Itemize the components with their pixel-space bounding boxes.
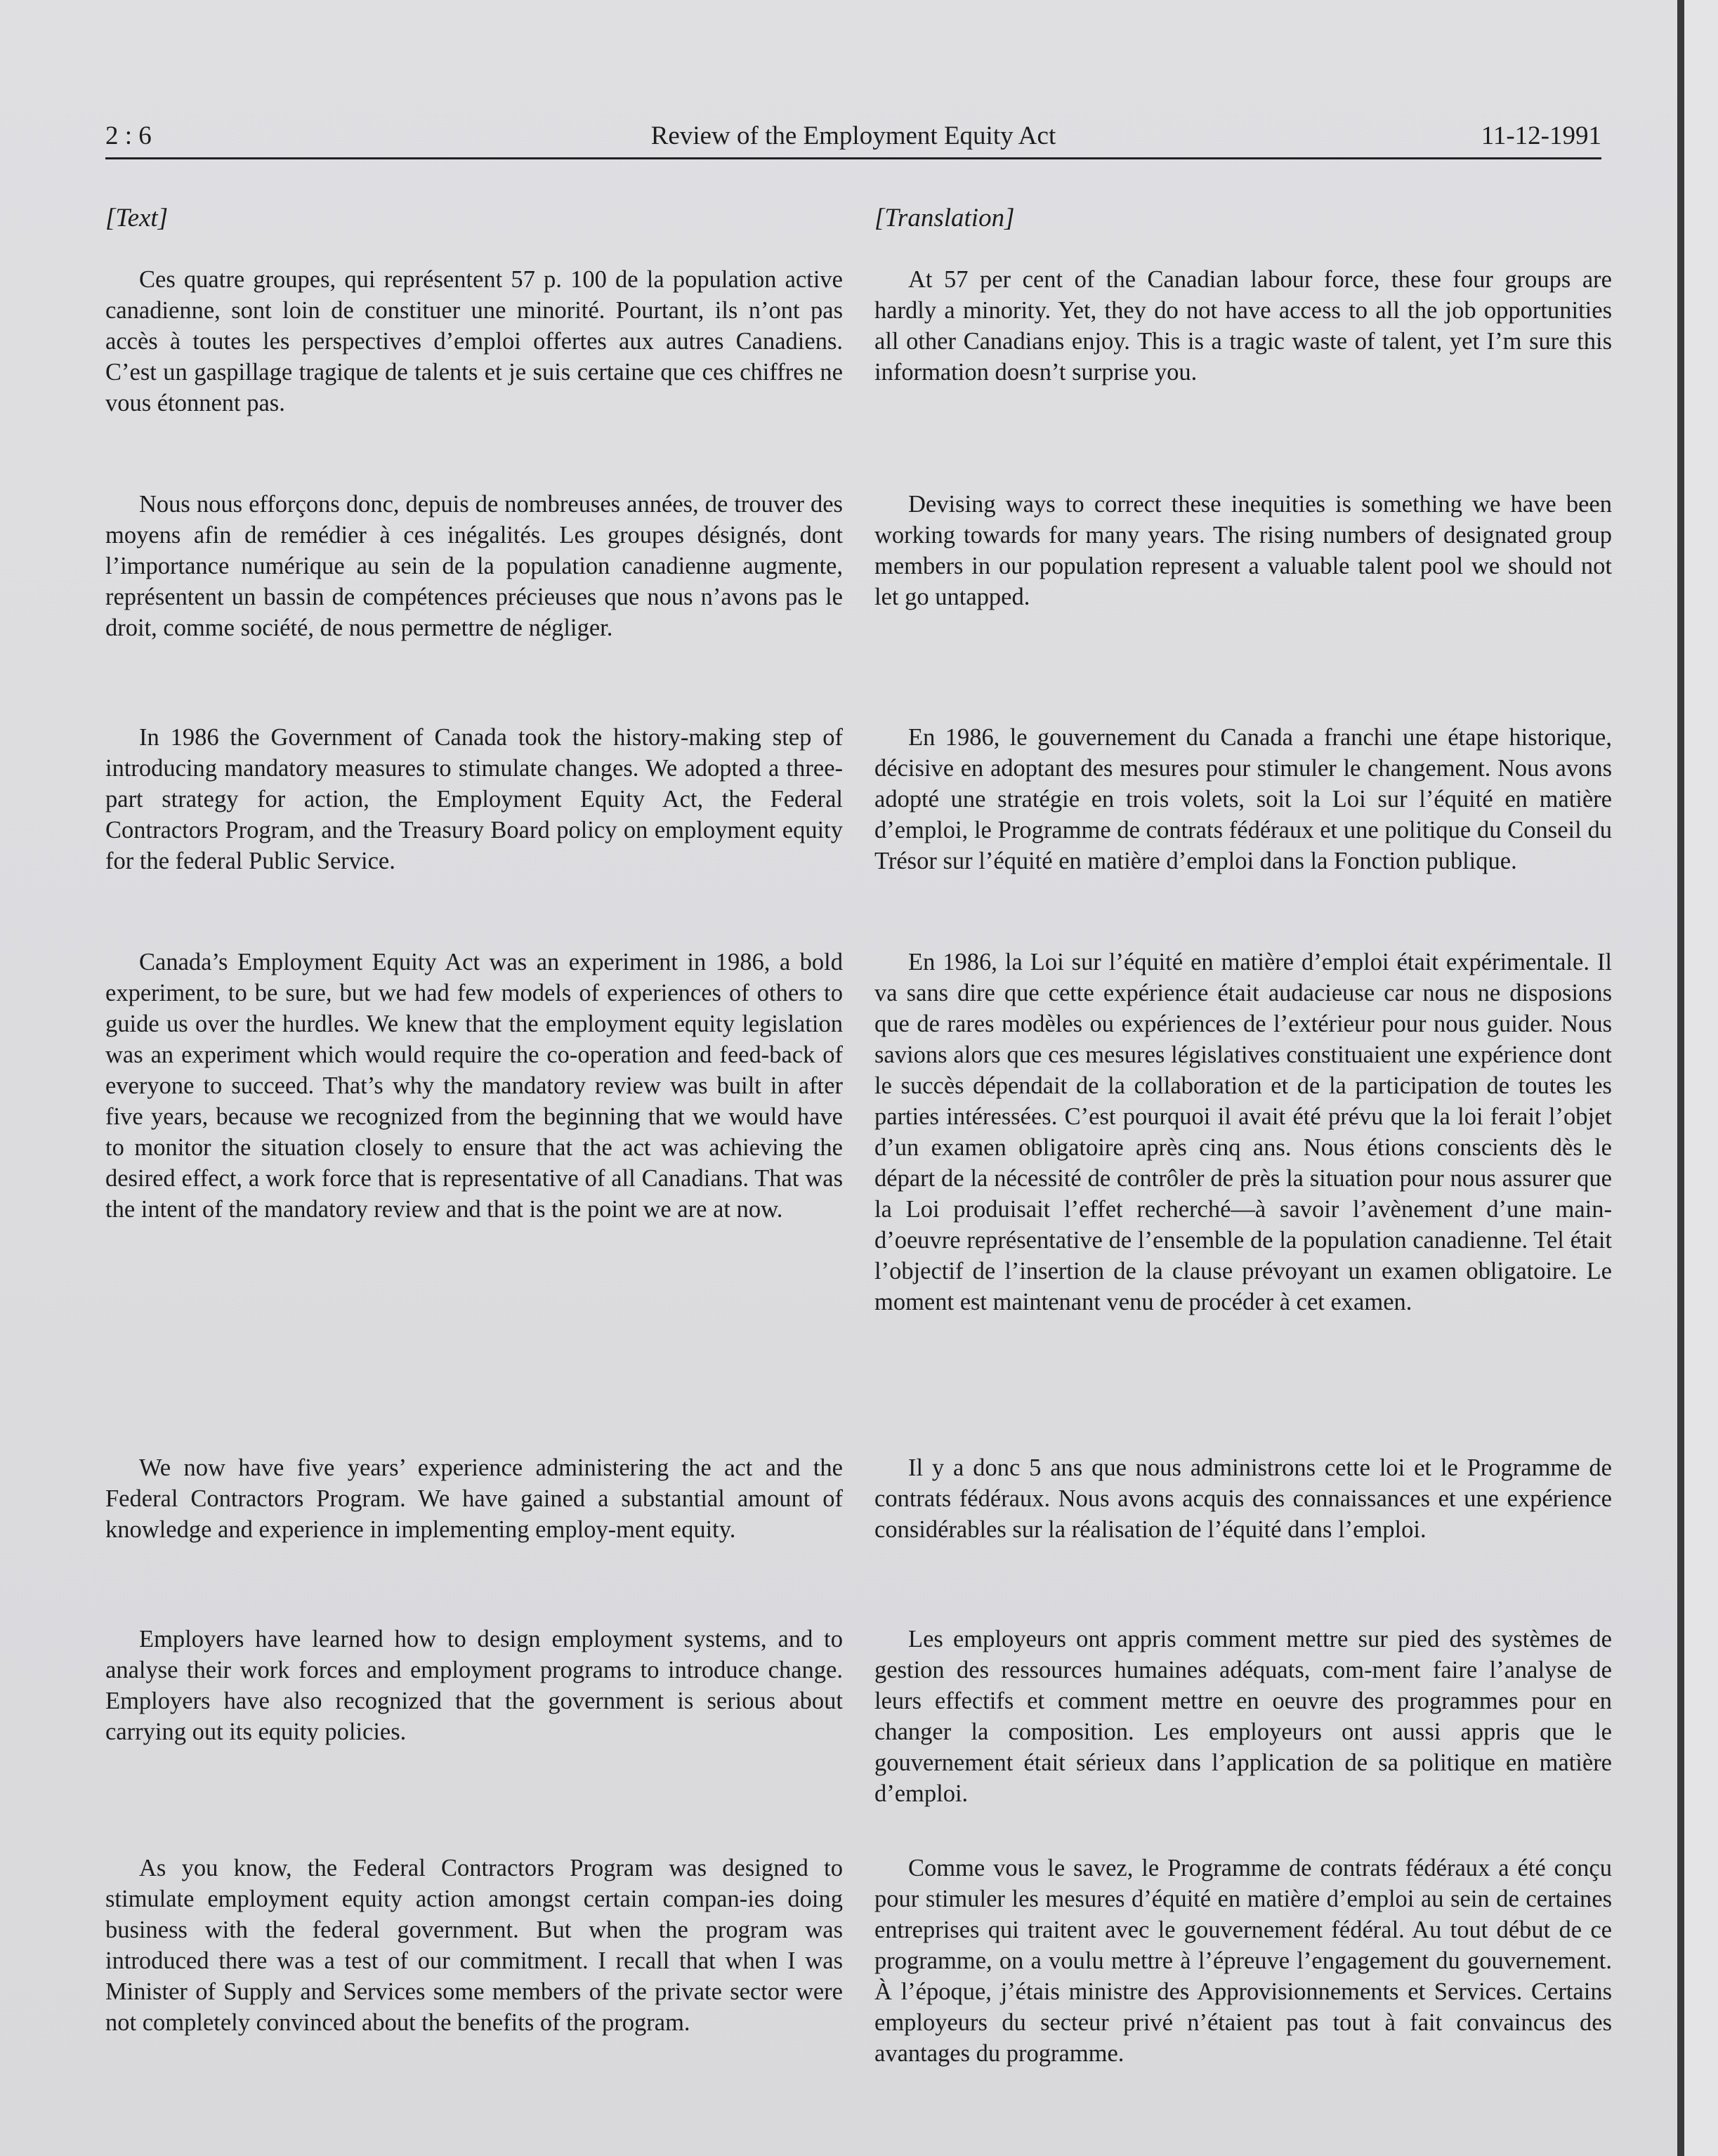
paragraph: En 1986, le gouvernement du Canada a franchi une étape historique, décisive en adoptant des mesures pour stimuler le changement. Nous avons adopté une stratégie en trois volets, soit la Loi sur l’équité en matière d’emploi, le Programme de contrats fédéraux et une politique du Conseil du Trésor sur l’équité en matière d’emploi dans la Fonction publique. [874,724,1612,874]
header-date: 11-12-1991 [1481,121,1601,150]
paragraph: As you know, the Federal Contractors Program was designed to stimulate employment equity action amongst certain compan-ies doing business with the federal government. But when the program was introduced there was a test of our commitment. I recall that when I was Minister of Supply and Services some members of the private sector were not completely convinced about the benefits of the program. [105,1855,843,2036]
language-tag: [Text] [105,204,169,232]
language-tag: [Translation] [874,204,1015,232]
page-header [105,118,1601,159]
running-title: Review of the Employment Equity Act [650,121,1056,150]
left-column [105,202,843,2036]
paragraph: We now have five years’ experience administering the act and the Federal Contractors Program. We have gained a substantial amount of knowledge and experience in implementing employ-ment equity. [105,1454,843,1543]
paragraph: Ces quatre groupes, qui représentent 57 p. 100 de la population active canadienne, sont loin de constituer une minorité. Pourtant, ils n’ont pas accès à toutes les perspectives d’emploi offertes aux autres Canadiens. C’est un gaspillage tragique de talents et je suis certaine que ces chiffres ne vous étonnent pas. [105,266,843,416]
paragraph: En 1986, la Loi sur l’équité en matière d’emploi était expérimentale. Il va sans dire que cette expérience était audacieuse car nous ne disposions que de rares modèles ou expériences de l’extérieur pour nous guider. Nous savions alors que ces mesures législatives constituaient une expérience dont le succès dépendait de la collaboration et de la participation de toutes les parties intéressées. C’est pourquoi il avait été prévu que la loi ferait l’objet d’un examen obligatoire après cinq ans. Nous étions conscients dès le départ de la nécessité de contrôler de près la situation pour nous assurer que la Loi produisait l’effet recherché—à savoir l’avènement d’une main-d’oeuvre représentative de l’ensemble de la population canadienne. Tel était l’objectif de l’insertion de la clause prévoyant un examen obligatoire. Le moment est maintenant venu de procéder à cet examen. [874,949,1612,1315]
paragraph: Canada’s Employment Equity Act was an experiment in 1986, a bold experiment, to be sure, but we had few models of experiences of others to guide us over the hurdles. We knew that the employment equity legislation was an experiment which would require the co-operation and feed-back of everyone to succeed. That’s why the mandatory review was built in after five years, because we recognized from the beginning that we would have to monitor the situation closely to ensure that the act was achieving the desired effect, a work force that is representative of all Canadians. That was the intent of the mandatory review and that is the point we are at now. [105,949,843,1223]
page-number: 2 : 6 [105,121,152,150]
paragraph: Devising ways to correct these inequities is something we have been working towards for many years. The rising numbers of designated group members in our population represent a valuable talent pool we should not let go untapped. [874,491,1612,610]
paragraph: Les employeurs ont appris comment mettre sur pied des systèmes de gestion des ressources humaines adéquats, com-ment faire l’analyse de leurs effectifs et comment mettre en oeuvre des programmes pour en changer la composition. Les employeurs ont aussi appris que le gouvernement était sérieux dans l’application de sa politique en matière d’emploi. [874,1626,1612,1807]
paragraph: Employers have learned how to design employment systems, and to analyse their work forces and employment programs to introduce change. Employers have also recognized that the government is serious about carrying out its equity policies. [105,1626,843,1745]
page-binding-edge [1677,0,1684,2156]
adjacent-page-margin [1684,0,1718,2156]
paragraph: In 1986 the Government of Canada took the history-making step of introducing mandatory measures to stimulate changes. We adopted a three-part strategy for action, the Employment Equity Act, the Federal Contractors Program, and the Treasury Board policy on employment equity for the federal Public Service. [105,724,843,874]
paragraph: Nous nous efforçons donc, depuis de nombreuses années, de trouver des moyens afin de remédier à ces inégalités. Les groupes désignés, dont l’importance numérique au sein de la population canadienne augmente, représentent un bassin de compétences précieuses que nous n’avons pas le droit, comme société, de nous permettre de négliger. [105,491,843,641]
paragraph: Il y a donc 5 ans que nous administrons cette loi et le Programme de contrats fédéraux. Nous avons acquis des connaissances et une expérience considérables sur la réalisation de l’équité dans l’emploi. [874,1454,1612,1543]
right-column [874,202,1612,2067]
paragraph: At 57 per cent of the Canadian labour force, these four groups are hardly a minority. Yet, they do not have access to all the job opportunities all other Canadians enjoy. This is a tragic waste of talent, yet I’m sure this information doesn’t surprise you. [874,266,1612,386]
paragraph: Comme vous le savez, le Programme de contrats fédéraux a été conçu pour stimuler les mesures d’équité en matière d’emploi au sein de certaines entreprises qui traitent avec le gouvernement fédéral. Au tout début de ce programme, on a voulu mettre à l’épreuve l’engagement du gouvernement. À l’époque, j’étais ministre des Approvisionnements et Services. Certains employeurs du secteur privé n’étaient pas tout à fait convaincus des avantages du programme. [874,1855,1612,2067]
